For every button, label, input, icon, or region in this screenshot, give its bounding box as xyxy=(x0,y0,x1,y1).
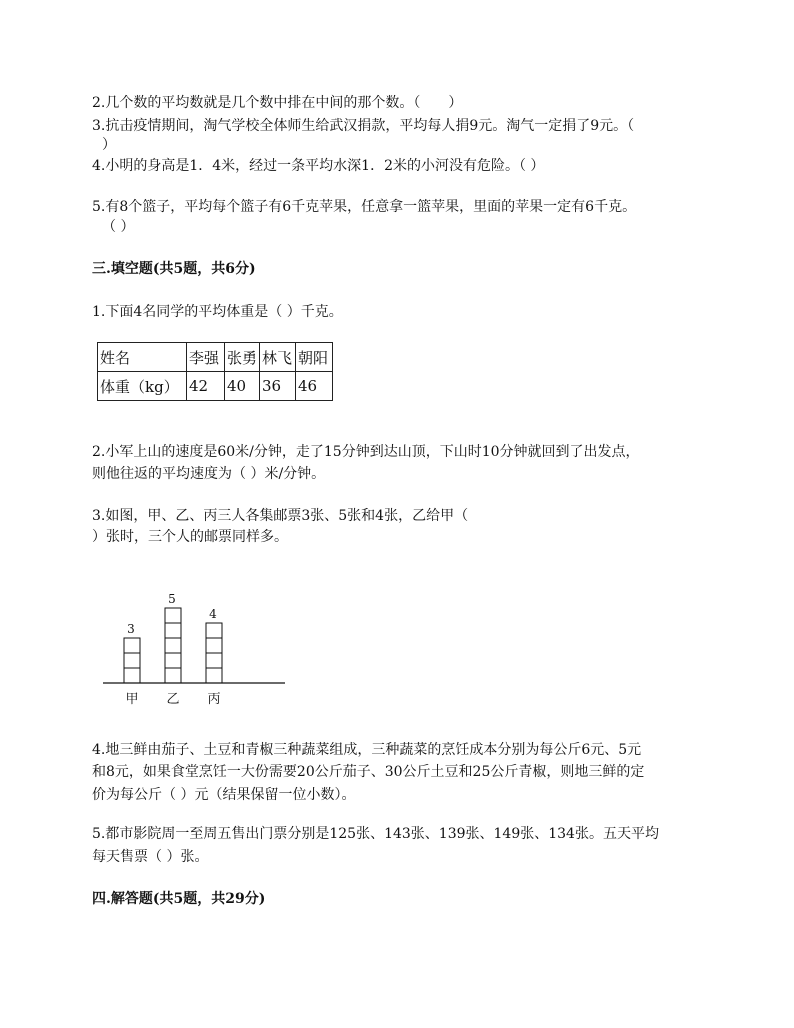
stamp-square xyxy=(124,653,140,668)
stamp-square xyxy=(206,653,222,668)
stamp-square xyxy=(206,638,222,653)
stamp-square xyxy=(206,623,222,638)
table-header-cell: 李强 xyxy=(187,343,225,372)
fill-question-4-cont2: 价为每公斤（ ）元（结果保留一位小数）。 xyxy=(92,787,356,803)
stack-count-label: 4 xyxy=(209,607,217,621)
stamp-square xyxy=(206,668,222,683)
stamp-stack-figure xyxy=(95,575,295,715)
judge-question-3-cont: ） xyxy=(102,137,116,153)
table-header-cell: 姓名 xyxy=(98,343,187,372)
weight-table xyxy=(97,342,333,401)
judge-question-3: 3.抗击疫情期间，淘气学校全体师生给武汉捐款，平均每人捐9元。淘气一定捐了9元。（ xyxy=(92,118,635,134)
fill-question-3: 3.如图，甲、乙、丙三人各集邮票3张、5张和4张，乙给甲（ xyxy=(92,508,469,524)
fill-question-5-cont: 每天售票（ ）张。 xyxy=(92,849,209,865)
fill-question-4: 4.地三鲜由茄子、土豆和青椒三种蔬菜组成，三种蔬菜的烹饪成本分别为每公斤6元、5元 xyxy=(92,742,642,758)
stamp-square xyxy=(124,668,140,683)
table-header-cell: 张勇 xyxy=(225,343,260,372)
judge-question-4: 4.小明的身高是1．4米，经过一条平均水深1．2米的小河没有危险。（ ） xyxy=(92,158,545,174)
person-label: 丙 xyxy=(207,692,221,707)
table-row xyxy=(98,372,333,401)
stack-count-label: 3 xyxy=(127,622,135,636)
stamp-square xyxy=(165,668,181,683)
stamp-square xyxy=(165,623,181,638)
stack-count-label: 5 xyxy=(168,592,176,606)
stamp-square xyxy=(124,638,140,653)
fill-question-2-cont: 则他往返的平均速度为（ ）米/分钟。 xyxy=(92,466,326,482)
table-cell: 40 xyxy=(225,372,260,401)
fill-question-3-cont: ）张时，三个人的邮票同样多。 xyxy=(92,529,288,545)
fill-question-4-cont: 和8元，如果食堂烹饪一大份需要20公斤茄子、30公斤土豆和25公斤青椒，则地三鲜的定 xyxy=(92,764,645,780)
fill-question-2: 2.小军上山的速度是60米/分钟，走了15分钟到达山顶，下山时10分钟就回到了出发点， xyxy=(92,444,640,460)
judge-question-5-cont: （ ） xyxy=(102,219,135,235)
table-header-cell: 林飞 xyxy=(260,343,296,372)
table-header-cell: 朝阳 xyxy=(296,343,333,372)
table-cell: 体重（kg） xyxy=(98,372,187,401)
section-3-heading: 三.填空题(共5题，共6分) xyxy=(92,261,256,277)
fill-question-5: 5.都市影院周一至周五售出门票分别是125张、143张、139张、149张、134张。五天平均 xyxy=(92,826,659,842)
stamp-square xyxy=(165,653,181,668)
fill-question-1: 1.下面4名同学的平均体重是（ ）千克。 xyxy=(92,304,343,320)
table-cell: 42 xyxy=(187,372,225,401)
table-cell: 36 xyxy=(260,372,296,401)
table-cell: 46 xyxy=(296,372,333,401)
stamp-square xyxy=(165,608,181,623)
table-row xyxy=(98,343,333,372)
judge-question-5: 5.有8个篮子，平均每个篮子有6千克苹果，任意拿一篮苹果，里面的苹果一定有6千克。 xyxy=(92,199,637,215)
section-4-heading: 四.解答题(共5题，共29分) xyxy=(92,891,266,907)
person-label: 甲 xyxy=(125,692,139,707)
person-label: 乙 xyxy=(166,692,180,707)
judge-question-2: 2.几个数的平均数就是几个数中排在中间的那个数。（ ） xyxy=(92,95,463,111)
stamp-square xyxy=(165,638,181,653)
